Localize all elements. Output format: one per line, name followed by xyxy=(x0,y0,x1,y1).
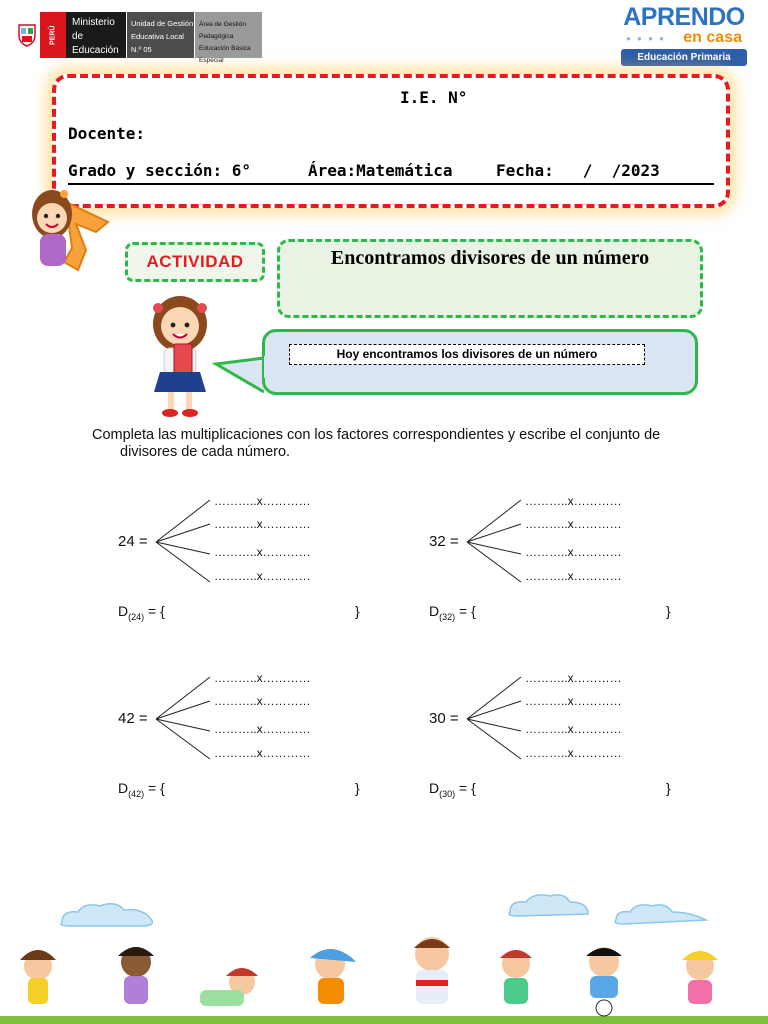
purpose-statement: Hoy encontramos los divisores de un número xyxy=(289,344,645,365)
exercise-42-blank-4[interactable]: ………..x………… xyxy=(214,746,311,760)
exercise-24-blank-2[interactable]: ………..x………… xyxy=(214,517,311,531)
exercise-30-blank-4[interactable]: ………..x………… xyxy=(525,746,622,760)
exercise-42-divisor-set[interactable]: $D_{(42)}$ = { xyxy=(118,780,165,799)
grade-row xyxy=(68,159,714,185)
exercise-32-branch-lines xyxy=(465,498,525,586)
exercise-32-blank-3[interactable]: ………..x………… xyxy=(525,545,622,559)
exercise-24-blank-1[interactable]: ………..x………… xyxy=(214,494,311,508)
brand-bar: Educación Primaria xyxy=(621,49,747,66)
activity-title: Encontramos divisores de un número xyxy=(330,247,650,269)
brand-subtitle: en casa xyxy=(683,29,742,46)
exercise-32-equation: 32 = xyxy=(429,533,459,550)
exercise-32-divisor-set[interactable]: $D_{(32)}$ = { xyxy=(429,603,476,622)
teacher-label: Docente: xyxy=(68,124,146,143)
speech-bubble-tail xyxy=(212,352,268,396)
exercise-32-blank-4[interactable]: ………..x………… xyxy=(525,569,622,583)
exercise-24-branch-lines xyxy=(154,498,214,586)
grade-section-label: Grado y sección: 6° xyxy=(68,161,252,180)
exercise-24-blank-3[interactable]: ………..x………… xyxy=(214,545,311,559)
exercise-42-equation: 42 = xyxy=(118,710,148,727)
brand-title: APRENDO xyxy=(623,3,745,31)
exercise-32-blank-1[interactable]: ………..x………… xyxy=(525,494,622,508)
exercise-42-set-close: } xyxy=(355,780,360,796)
brand-dots-icon: ● ● ● ● xyxy=(626,34,666,43)
exercise-30-blank-2[interactable]: ………..x………… xyxy=(525,694,622,708)
exercise-32-set-close: } xyxy=(666,603,671,619)
exercise-42-blank-1[interactable]: ………..x………… xyxy=(214,671,311,685)
gov-ministry: Ministerio de Educación xyxy=(66,12,126,58)
subject-area-label: Área:Matemática xyxy=(308,161,453,180)
exercise-42-blank-2[interactable]: ………..x………… xyxy=(214,694,311,708)
gov-country: PERÚ xyxy=(40,12,66,58)
exercise-30-divisor-set[interactable]: $D_{(30)}$ = { xyxy=(429,780,476,799)
gov-area: Área de Gestión Pedagógica Educación Básica Especial xyxy=(194,12,262,58)
speech-bubble-joint xyxy=(264,356,276,378)
exercise-30-blank-3[interactable]: ………..x………… xyxy=(525,722,622,736)
date-label: Fecha: / /2023 xyxy=(496,161,660,180)
exercise-24-set-close: } xyxy=(355,603,360,619)
exercise-32-blank-2[interactable]: ………..x………… xyxy=(525,517,622,531)
exercise-42-branch-lines xyxy=(154,675,214,763)
exercise-24-divisor-set[interactable]: $D_{(24)}$ = { xyxy=(118,603,165,622)
exercise-24-equation: 24 = xyxy=(118,533,148,550)
coat-of-arms-icon xyxy=(14,12,40,58)
info-frame xyxy=(52,74,730,208)
children-playing-border-illustration xyxy=(0,890,768,1024)
gov-unit: Unidad de Gestión Educativa Local N.º 05 xyxy=(126,12,194,58)
exercise-30-equation: 30 = xyxy=(429,710,459,727)
exercise-42-blank-3[interactable]: ………..x………… xyxy=(214,722,311,736)
aprendo-en-casa-logo xyxy=(618,4,750,66)
exercise-30-blank-1[interactable]: ………..x………… xyxy=(525,671,622,685)
activity-label: ACTIVIDAD xyxy=(125,242,265,282)
exercise-30-set-close: } xyxy=(666,780,671,796)
girl-with-book-illustration xyxy=(140,294,220,420)
girl-with-number-five-illustration xyxy=(26,184,118,284)
instructions-text: Completa las multiplicaciones con los factores correspondientes y escribe el conjunto de divisores de cada número. xyxy=(92,427,661,460)
exercise-30-branch-lines xyxy=(465,675,525,763)
exercise-24-blank-4[interactable]: ………..x………… xyxy=(214,569,311,583)
government-header xyxy=(14,12,264,64)
cloud-icon xyxy=(61,895,706,926)
school-id-label: I.E. N° xyxy=(400,88,468,107)
